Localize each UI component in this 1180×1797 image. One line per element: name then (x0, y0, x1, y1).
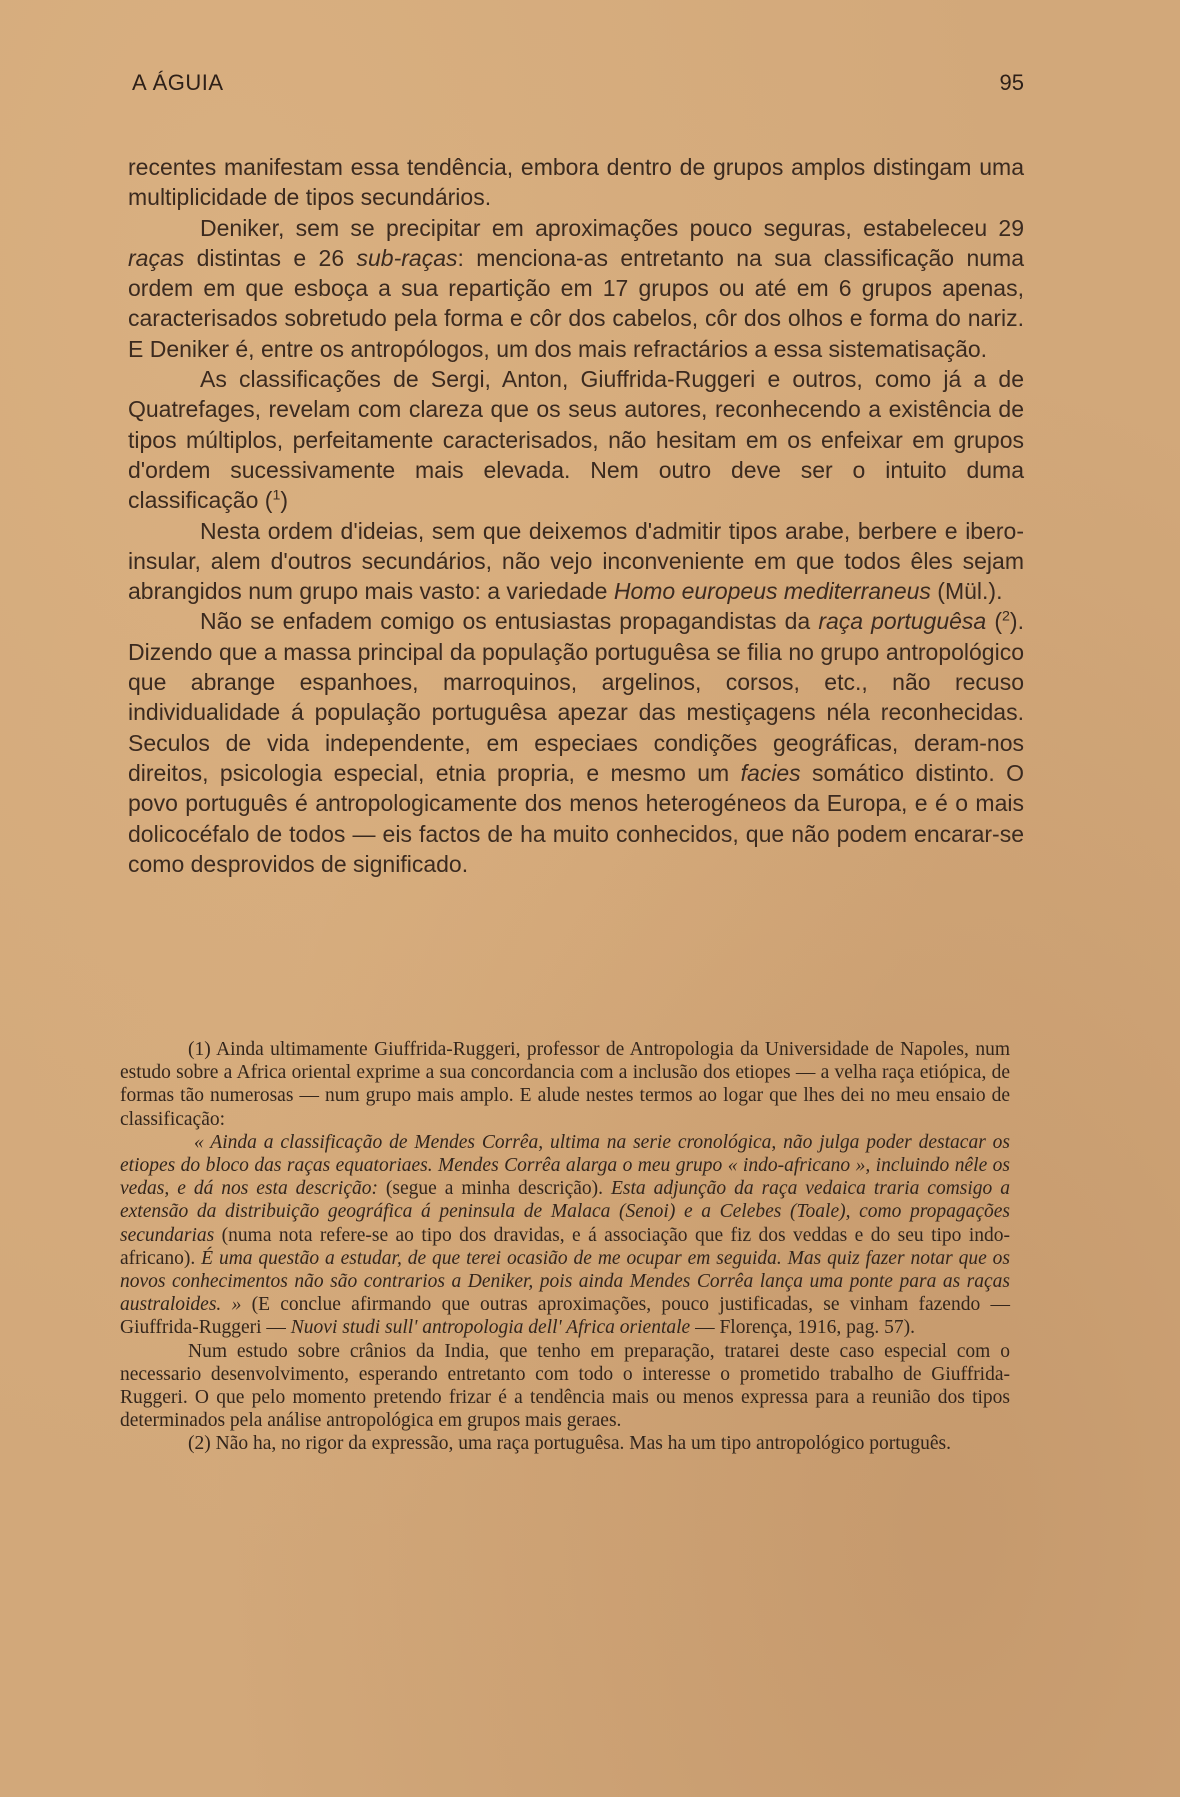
paragraph-2: Deniker, sem se precipitar em aproximações pouco seguras, estabeleceu 29 raças distintas e 26 sub-raças: menciona-as entretanto na sua classificação numa ordem em que esboça a sua repartição em 17 grupos ou até em 6 grupos apenas, caracterisados sobretudo pela forma e côr dos cabelos, côr dos olhos e forma do nariz. E Deniker é, entre os antropólogos, um dos mais refractários a essa sistematisação. (128, 214, 1024, 362)
footnote-2: (2) Não ha, no rigor da expressão, uma raça portuguêsa. Mas ha um tipo antropológico português. (188, 1433, 952, 1455)
paragraph-5: Não se enfadem comigo os entusiastas propagandistas da raça portuguêsa ($^2$). Dizendo que a massa principal da população portuguêsa se filia no grupo antropológico que abrange espanhoes, marroquinos, argelinos, corsos, etc., não recuso individualidade á população portuguêsa apezar das mestiçagens néla reconhecidas. Seculos de vida independente, em especiaes condições geográficas, deram-nos direitos, psicologia especial, etnia propria, e mesmo um facies somático distinto. O povo português é antropologicamente dos menos heterogéneos da Europa, e é o mais dolicocéfalo de todos — eis factos de ha muito conhecidos, que não podem encarar-se como desprovidos de significado. (128, 608, 1024, 877)
paragraph-4: Nesta ordem d'ideias, sem que deixemos d'admitir tipos arabe, berbere e ibero-insular, alem d'outros secundários, não vejo inconveniente em que todos êles sejam abrangidos num grupo mais vasto: a variedade Homo europeus mediterraneus (Mül.). (128, 517, 1024, 605)
footnote-ref-1: 1 (272, 487, 281, 504)
footnote-1-continued: Num estudo sobre crânios da India, que tenho em preparação, tratarei deste caso especial com o necessario desenvolvimento, esperando entretanto com todo o interesse o prometido trabalho de Giuffrida-Ruggeri. O que pelo momento pretendo frizar é a tendência mais ou menos expressa para a reunião dos tipos determinados pela análise antropológica em grupos mais geraes. (120, 1340, 1010, 1432)
paragraph-3: As classificações de Sergi, Anton, Giuffrida-Ruggeri e outros, como já a de Quatrefages, revelam com clareza que os seus autores, reconhecendo a existência de tipos múltiplos, perfeitamente caracterisados, não hesitam em os enfeixar em grupos d'ordem sucessivamente mais elevada. Nem outro deve ser o intuito duma classificação ($^1$) (128, 366, 1024, 514)
footnote-mark-2: (2) (188, 1433, 211, 1455)
footnote-1: (1) Ainda ultimamente Giuffrida-Ruggeri, professor de Antropologia da Universidade de Napoles, num estudo sobre a Africa oriental exprime a sua concordancia com a inclusão dos etiopes — a velha raça etiópica, de formas tão numerosas — num grupo mais amplo. E alude nestes termos ao logar que lhes dei no meu ensaio de classificação: (120, 1039, 1010, 1130)
footnote-quote: « Ainda a classificação de Mendes Corrêa, ultima na serie cronológica, não julga poder destacar os etiopes do bloco das raças equatoriaes. Mendes Corrêa alarga o meu grupo « indo-africano », incluindo nêle os vedas, e dá nos esta descrição: (segue a minha descrição). Esta adjunção da raça vedaica traria comsigo a extensão da distribuição geográfica á peninsula de Malaca (Senoi) e a Celebes (Toale), como propagações secundarias (numa nota refere-se ao tipo dos dravidas, e á associação que fiz dos veddas e do seu tipo indo-africano). É uma questão a estudar, de que terei ocasião de me ocupar em seguida. Mas quiz fazer notar que os novos conhecimentos não são contrarios a Deniker, pois ainda Mendes Corrêa lança uma ponte para as raças australoides. » (E conclue afirmando que outras aproximações, pouco justificadas, se vinham fazendo — Giuffrida-Ruggeri — Nuovi studi sull' antropologia dell' Africa orientale — Florença, 1916, pag. 57). (120, 1131, 1011, 1339)
footnote-mark-1: (1) (188, 1039, 211, 1060)
paragraph-1: recentes manifestam essa tendência, embora dentro de grupos amplos distingam uma multiplicidade de tipos secundários. (128, 154, 1024, 211)
page-number: 95 (999, 70, 1024, 95)
journal-title: A ÁGUIA (132, 70, 224, 95)
footnotes (120, 1038, 1010, 1456)
species-name: Homo europeus mediterraneus (613, 578, 931, 605)
footnote-ref-2: 2 (1001, 608, 1010, 625)
running-header (132, 70, 1024, 100)
main-text (128, 152, 1024, 879)
